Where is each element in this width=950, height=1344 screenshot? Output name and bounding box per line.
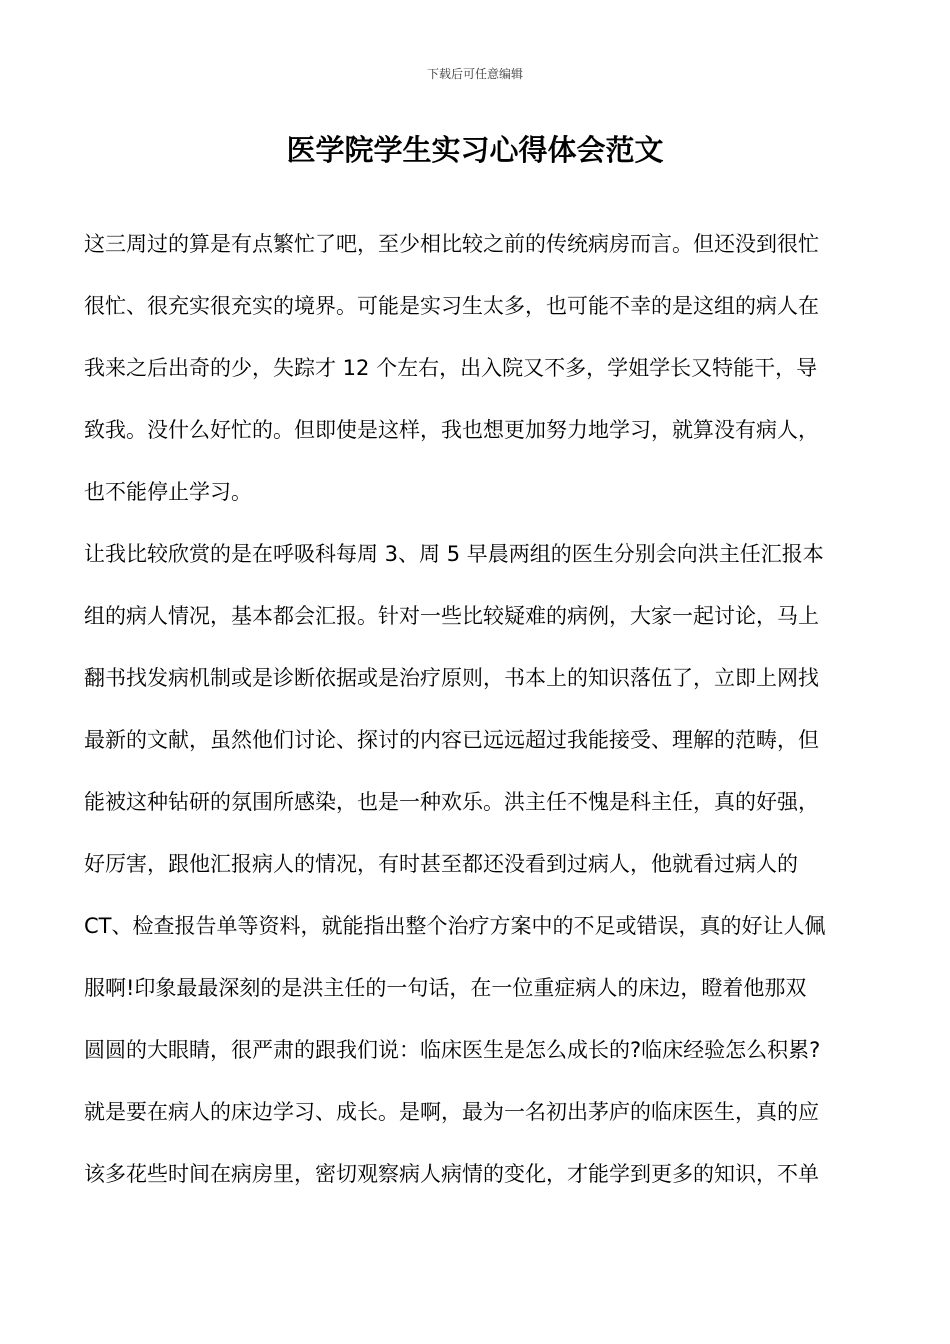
paragraph-2 [84, 523, 869, 1205]
paragraph-1 [84, 213, 869, 523]
text-line: 该多花些时间在病房里，密切观察病人病情的变化，才能学到更多的知识，不单 [84, 1162, 819, 1186]
text-line: 组的病人情况，基本都会汇报。针对一些比较疑难的病例，大家一起讨论，马上 [84, 604, 819, 628]
text-line: 能被这种钻研的氛围所感染，也是一种欢乐。洪主任不愧是科主任，真的好强， [84, 790, 819, 814]
text-line: 最新的文献，虽然他们讨论、探讨的内容已远远超过我能接受、理解的范畴，但 [84, 728, 819, 752]
text-line: 很忙、很充实很充实的境界。可能是实习生太多，也可能不幸的是这组的病人在 [84, 294, 819, 318]
text-line: 翻书找发病机制或是诊断依据或是治疗原则，书本上的知识落伍了，立即上网找 [84, 666, 819, 690]
text-line: CT、检查报告单等资料，就能指出整个治疗方案中的不足或错误，真的好让人佩 [84, 914, 826, 938]
text-line: 我来之后出奇的少，失踪才 12 个左右，出入院又不多，学姐学长又特能干，导 [84, 356, 818, 380]
text-line: 好厉害，跟他汇报病人的情况，有时甚至都还没看到过病人，他就看过病人的 [84, 852, 798, 876]
text-line: 圆圆的大眼睛，很严肃的跟我们说：临床医生是怎么成长的?临床经验怎么积累? [84, 1038, 821, 1062]
text-line: 让我比较欣赏的是在呼吸科每周 3、周 5 早晨两组的医生分别会向洪主任汇报本 [84, 542, 824, 566]
document-title: 医学院学生实习心得体会范文 [286, 133, 664, 167]
text-line: 这三周过的算是有点繁忙了吧，至少相比较之前的传统病房而言。但还没到很忙 [84, 232, 819, 256]
document-body [84, 213, 869, 1205]
text-line: 服啊!印象最最深刻的是洪主任的一句话，在一位重症病人的床边，瞪着他那双 [84, 976, 807, 1000]
header-note: 下载后可任意编辑 [426, 67, 523, 81]
text-line: 就是要在病人的床边学习、成长。是啊，最为一名初出茅庐的临床医生，真的应 [84, 1100, 819, 1124]
text-line: 也不能停止学习。 [84, 480, 252, 504]
text-line: 致我。没什么好忙的。但即使是这样，我也想更加努力地学习，就算没有病人， [84, 418, 819, 442]
